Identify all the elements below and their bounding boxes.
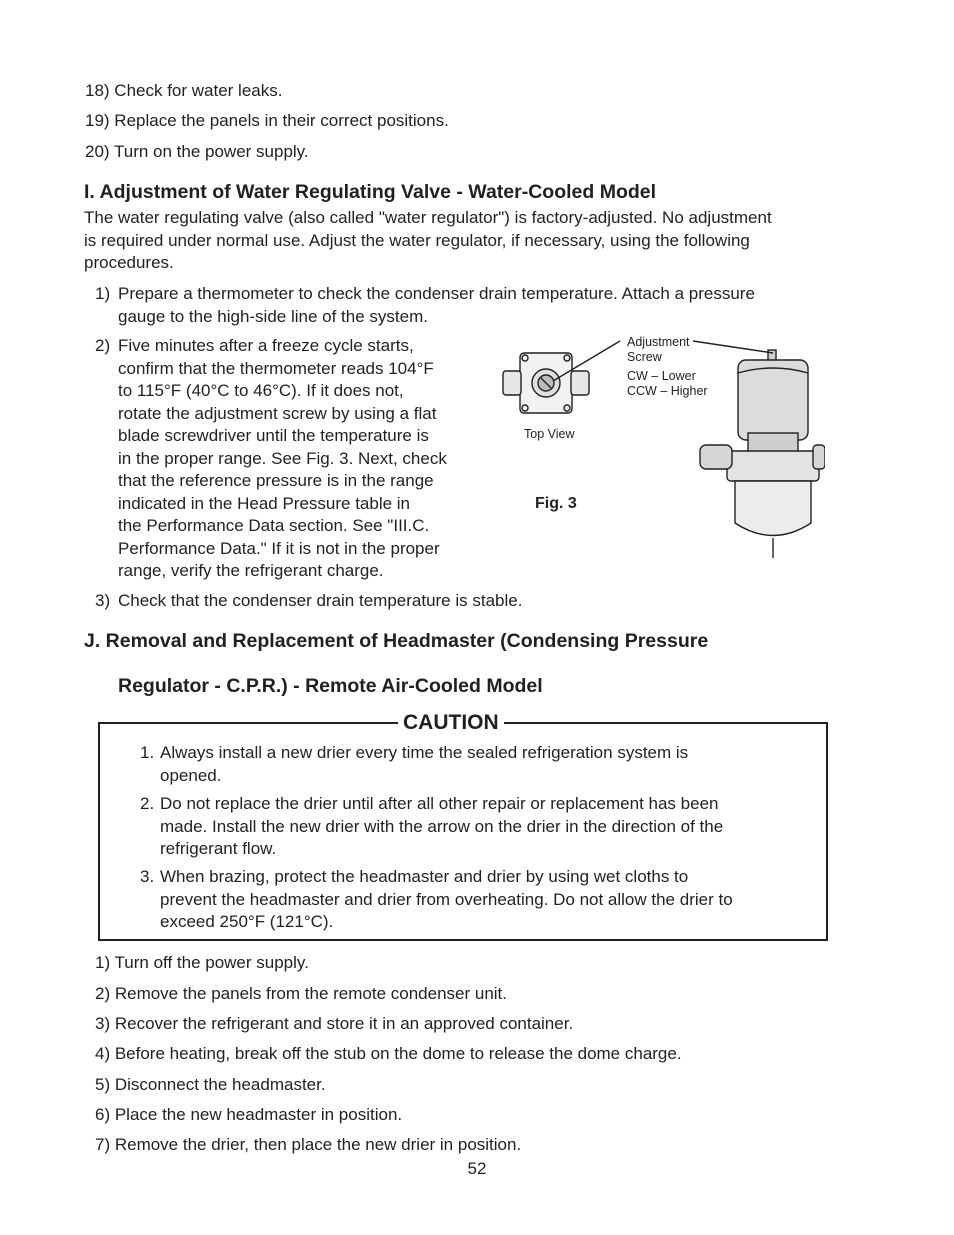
section-i-heading: I. Adjustment of Water Regulating Valve - Water-Cooled Model xyxy=(84,181,657,203)
caution-item-number: 2. xyxy=(140,794,155,813)
section-j-step-5: 5) Disconnect the headmaster. xyxy=(95,1075,326,1094)
step-number: 1) xyxy=(95,284,111,303)
step-text: Check that the condenser drain temperature is stable. xyxy=(118,591,523,610)
step-line: gauge to the high-side line of the system. xyxy=(118,306,428,326)
step-line: Performance Data." If it is not in the proper xyxy=(118,538,440,558)
step-line: rotate the adjustment screw by using a flat xyxy=(118,403,437,423)
step-number: 3) xyxy=(95,591,111,610)
figure-caption: Fig. 3 xyxy=(535,495,577,512)
step-line: in the proper range. See Fig. 3. Next, check xyxy=(118,448,447,468)
section-j-heading: J. Removal and Replacement of Headmaster (Condensing Pressure xyxy=(84,630,709,652)
step-line: Five minutes after a freeze cycle starts, xyxy=(118,336,414,355)
valve-illustration xyxy=(495,333,825,563)
step-19: 19) Replace the panels in their correct positions. xyxy=(85,111,449,130)
caution-line: opened. xyxy=(160,765,222,785)
caution-title: CAUTION xyxy=(398,709,504,737)
page-number: 52 xyxy=(467,1159,487,1178)
caution-item-number: 3. xyxy=(140,867,155,886)
label-top-view: Top View xyxy=(524,427,575,441)
step-line: indicated in the Head Pressure table in xyxy=(118,493,411,513)
label-rotation xyxy=(627,369,708,399)
caution-line: prevent the headmaster and drier from overheating. Do not allow the drier to xyxy=(160,889,733,909)
caution-line: exceed 250°F (121°C). xyxy=(160,912,334,931)
caution-line: When brazing, protect the headmaster and drier by using wet cloths to xyxy=(160,867,689,886)
step-text xyxy=(118,283,755,328)
step-line: confirm that the thermometer reads 104°F xyxy=(118,358,434,378)
section-i-intro xyxy=(84,207,844,275)
figure-3 xyxy=(495,333,825,563)
step-line: Prepare a thermometer to check the condenser drain temperature. Attach a pressure xyxy=(118,284,755,303)
step-text xyxy=(118,335,447,583)
section-j-heading-line-2: Regulator - C.P.R.) - Remote Air-Cooled Model xyxy=(118,675,543,697)
top-view-drawing xyxy=(503,341,620,413)
section-j-step-7: 7) Remove the drier, then place the new drier in position. xyxy=(95,1135,522,1154)
label-line: Adjustment xyxy=(627,335,690,349)
intro-line: The water regulating valve (also called "water regulator") is factory-adjusted. No adjustment xyxy=(84,208,772,227)
caution-item-text xyxy=(160,793,800,861)
label-line: Screw xyxy=(627,350,662,364)
step-line: that the reference pressure is in the range xyxy=(118,471,434,490)
section-j-step-1: 1) Turn off the power supply. xyxy=(95,953,309,972)
intro-line: procedures. xyxy=(84,253,174,272)
caution-item-2 xyxy=(140,793,800,861)
caution-item-number: 1. xyxy=(140,743,155,762)
intro-line: is required under normal use. Adjust the water regulator, if necessary, using the following xyxy=(84,230,750,250)
label-adjustment-screw xyxy=(627,335,690,365)
step-number: 2) xyxy=(95,336,111,355)
caution-line: Always install a new drier every time the sealed refrigeration system is xyxy=(160,743,689,762)
caution-item-3 xyxy=(140,866,800,934)
section-j-step-2: 2) Remove the panels from the remote condenser unit. xyxy=(95,984,507,1003)
section-j-step-6: 6) Place the new headmaster in position. xyxy=(95,1105,403,1124)
caution-line: made. Install the new drier with the arrow on the drier in the direction of the xyxy=(160,816,724,836)
label-ccw: CCW – Higher xyxy=(627,384,708,398)
caution-line: Do not replace the drier until after all other repair or replacement has been xyxy=(160,794,719,813)
section-j-step-4: 4) Before heating, break off the stub on the dome to release the dome charge. xyxy=(95,1044,682,1063)
side-view-drawing xyxy=(693,341,825,558)
step-line: blade screwdriver until the temperature is xyxy=(118,426,429,445)
step-line: the Performance Data section. See "III.C. xyxy=(118,516,430,535)
caution-line: refrigerant flow. xyxy=(160,839,277,858)
caution-item-1 xyxy=(140,742,800,787)
step-line: range, verify the refrigerant charge. xyxy=(118,561,384,580)
step-line: to 115°F (40°C to 46°C). If it does not, xyxy=(118,381,404,400)
step-18: 18) Check for water leaks. xyxy=(85,81,283,100)
section-j-step-3: 3) Recover the refrigerant and store it in an approved container. xyxy=(95,1014,574,1033)
caution-item-text xyxy=(160,866,800,934)
caution-item-text xyxy=(160,742,800,787)
label-cw: CW – Lower xyxy=(627,369,696,383)
step-20: 20) Turn on the power supply. xyxy=(85,142,309,161)
